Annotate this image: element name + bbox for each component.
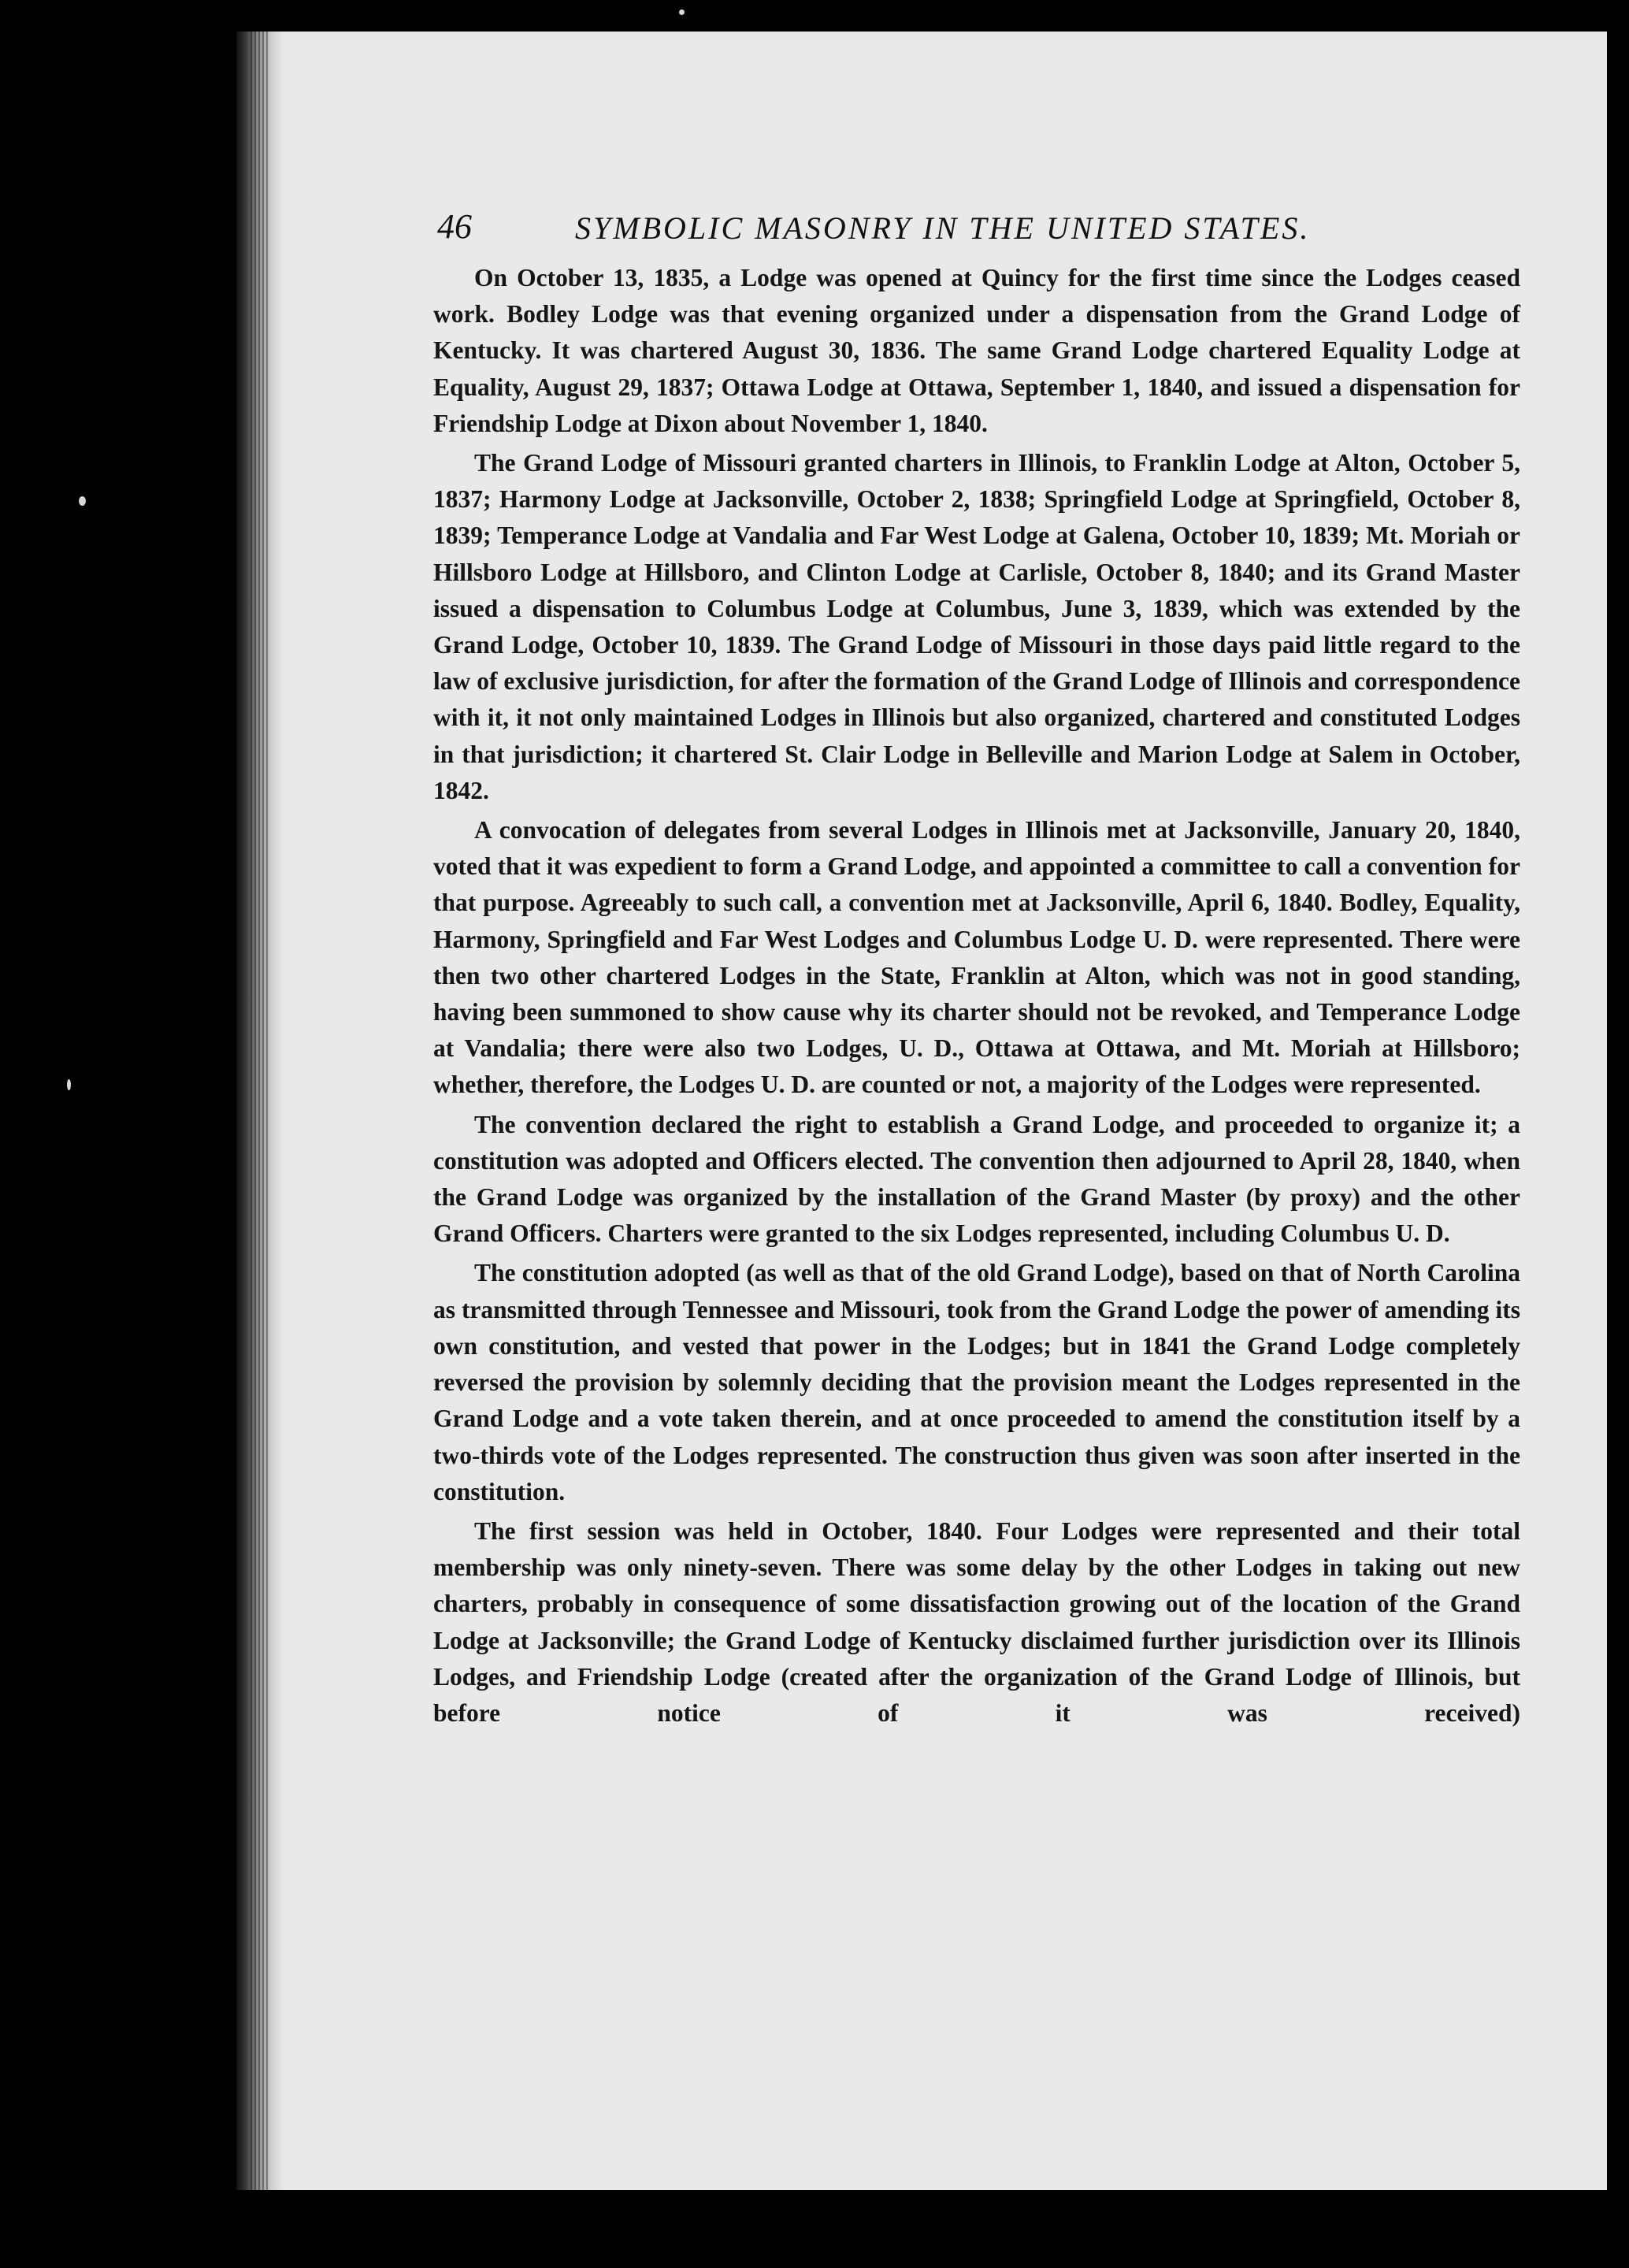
paragraph: The constitution adopted (as well as that of the old Grand Lodge), based on that of North Carolina as transmitted through Tennessee and Missouri, took from the Grand Lodge the power of amending its own constitution, and vested that power in the Lodges; but in 1841 the Grand Lodge completely reversed the provision by solemnly deciding that the provision meant the Lodges represented in the Grand Lodge and a vote taken therein, and at once proceeded to amend the constitution itself by a two-thirds vote of the Lodges represented. The construction thus given was soon after inserted in the constitution.: [433, 1259, 1520, 1505]
running-head: SYMBOLIC MASONRY IN THE UNITED STATES.: [575, 210, 1311, 246]
paragraph: On October 13, 1835, a Lodge was opened at Quincy for the first time since the Lodges ceased work. Bodley Lodge was that evening organized under a dispensation from the Grand Lodge of Kentucky. It was chartered August 30, 1836. The same Grand Lodge chartered Equality Lodge at Equality, August 29, 1837; Ottawa Lodge at Ottawa, September 1, 1840, and issued a dispensation for Friendship Lodge at Dixon about November 1, 1840.: [433, 264, 1520, 437]
scan-speck: [67, 1079, 71, 1090]
paragraph: A convocation of delegates from several Lodges in Illinois met at Jacksonville, January 20, 1840, voted that it was expedient to form a Grand Lodge, and appointed a committee to call a convention for that purpose. Agreeably to such call, a convention met at Jacksonville, April 6, 1840. Bodley, Equality, Harmony, Springfield and Far West Lodges and Columbus Lodge U. D. were represented. There were then two other chartered Lodges in the State, Franklin at Alton, which was not in good standing, having been summoned to show cause why its charter should not be revoked, and Temperance Lodge at Vandalia; there were also two Lodges, U. D., Ottawa at Ottawa, and Mt. Moriah at Hillsboro; whether, therefore, the Lodges U. D. are counted or not, a majority of the Lodges were represented.: [433, 816, 1520, 1099]
page-number: 46: [437, 207, 472, 246]
body-text: [433, 260, 1520, 1735]
paragraph: The first session was held in October, 1840. Four Lodges were represented and their total membership was only ninety-seven. There was some delay by the other Lodges in taking out new charters, probably in consequence of some dissatisfaction growing out of the location of the Grand Lodge at Jacksonville; the Grand Lodge of Kentucky disclaimed further jurisdiction over its Illinois Lodges, and Friendship Lodge (created after the organization of the Grand Lodge of Illinois, but before notice of it was received): [433, 1516, 1520, 1727]
paragraph: The Grand Lodge of Missouri granted charters in Illinois, to Franklin Lodge at Alton, October 5, 1837; Harmony Lodge at Jacksonville, October 2, 1838; Springfield Lodge at Springfield, October 8, 1839; Temperance Lodge at Vandalia and Far West Lodge at Galena, October 10, 1839; Mt. Moriah or Hillsboro Lodge at Hillsboro, and Clinton Lodge at Carlisle, October 8, 1840; and its Grand Master issued a dispensation to Columbus Lodge at Columbus, June 3, 1839, which was extended by the Grand Lodge, October 10, 1839. The Grand Lodge of Missouri in those days paid little regard to the law of exclusive jurisdiction, for after the formation of the Grand Lodge of Illinois and correspondence with it, it not only maintained Lodges in Illinois but also organized, chartered and constituted Lodges in that jurisdiction; it chartered St. Clair Lodge in Belleville and Marion Lodge at Salem in October, 1842.: [433, 449, 1520, 804]
scan-speck: [79, 496, 86, 506]
scan-speck: [679, 9, 685, 15]
paragraph: The convention declared the right to establish a Grand Lodge, and proceeded to organize it; a constitution was adopted and Officers elected. The convention then adjourned to April 28, 1840, when the Grand Lodge was organized by the installation of the Grand Master (by proxy) and the other Grand Officers. Charters were granted to the six Lodges represented, including Columbus U. D.: [433, 1110, 1520, 1248]
page-edge-stack: [250, 32, 268, 2190]
page-header: [437, 206, 1556, 254]
